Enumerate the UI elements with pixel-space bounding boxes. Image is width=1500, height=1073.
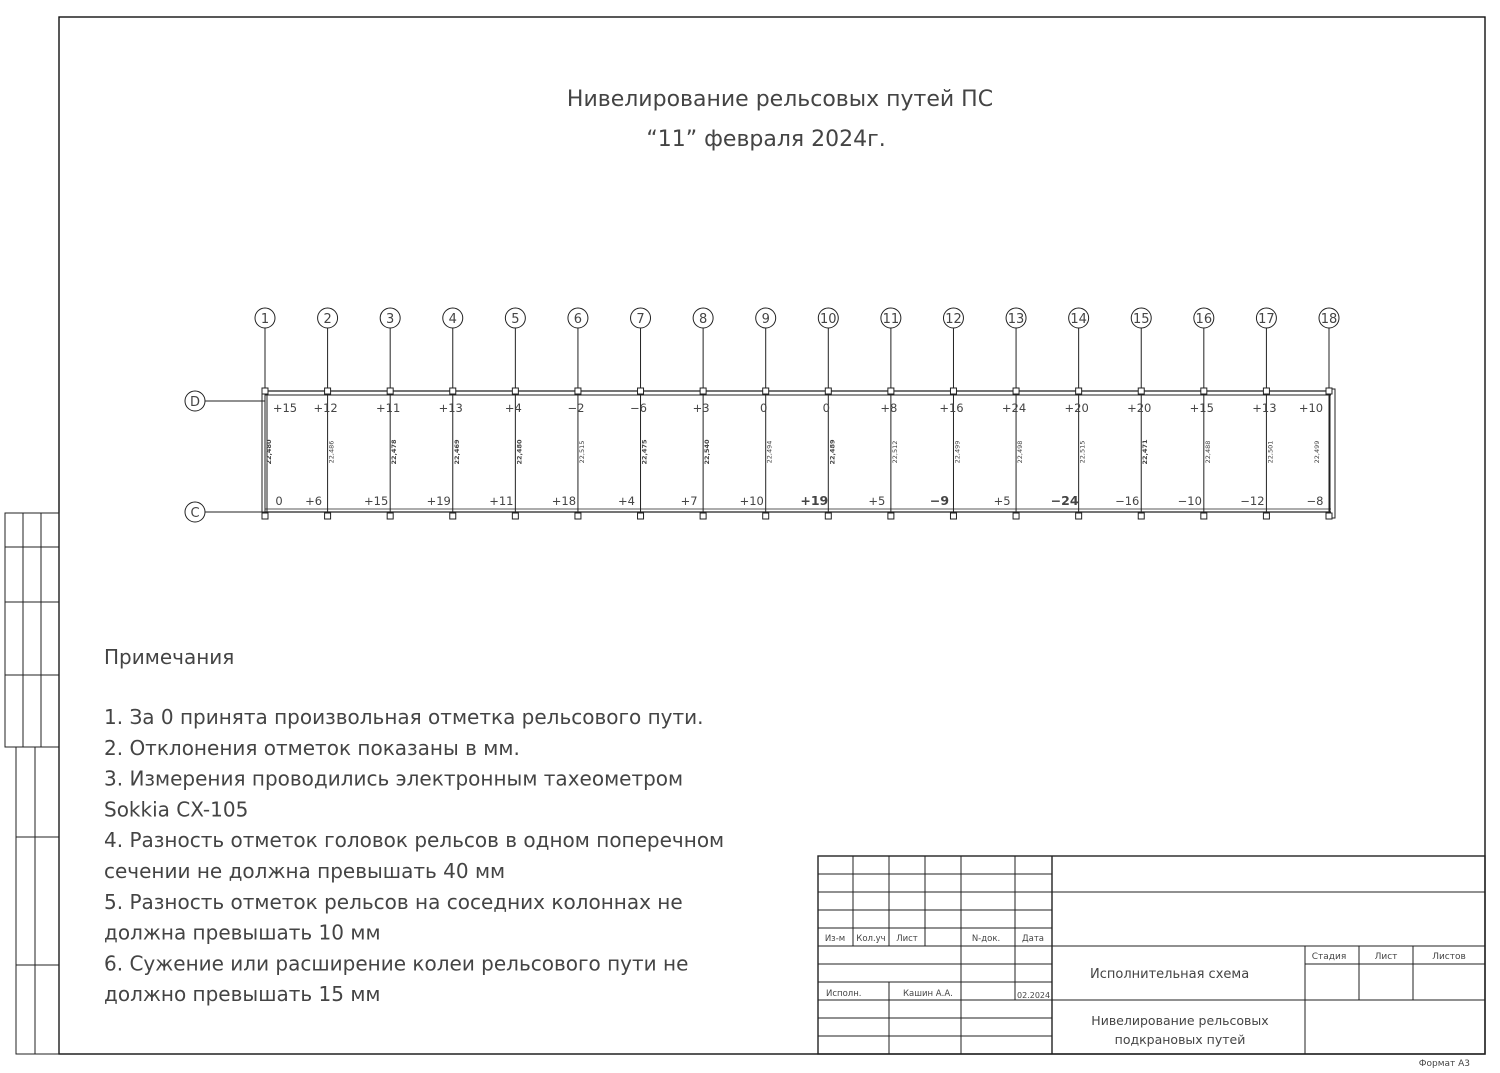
rail-c-deviation: +15 (364, 494, 389, 508)
support-marker-d (262, 388, 268, 394)
gauge-value: 22,515 (577, 440, 586, 464)
support-marker-d (1326, 388, 1332, 394)
support-marker-d (825, 388, 831, 394)
rail-c-deviation: +10 (739, 494, 764, 508)
support-marker-c (325, 513, 331, 519)
rail-c-deviation: +19 (800, 493, 829, 508)
column-axis-label: 9 (761, 312, 770, 327)
gauge-value: 22,486 (327, 440, 336, 464)
note-line: должна превышать 10 мм (104, 920, 381, 945)
support-marker-d (950, 388, 956, 394)
notes-heading: Примечания (104, 645, 235, 669)
column-axis-label: 10 (820, 312, 837, 327)
column-axis-label: 1 (260, 312, 270, 327)
gauge-value: 22,471 (1141, 439, 1150, 465)
rail-c-deviation: −10 (1177, 494, 1202, 508)
rail-c-deviation: −12 (1240, 494, 1265, 508)
gauge-value: 22,512 (890, 440, 899, 464)
column-axis-label: 7 (636, 312, 645, 327)
support-marker-d (450, 388, 456, 394)
rail-c-deviation: +18 (551, 494, 577, 508)
stamp-stadiya: Стадия (1311, 952, 1347, 962)
rail-d-deviation: +13 (438, 401, 463, 415)
stamp-description-1: Нивелирование рельсовых (1091, 1013, 1269, 1028)
rail-d-deviation: +4 (504, 401, 522, 415)
note-line: 4. Разность отметок головок рельсов в одном поперечном (104, 828, 725, 853)
gauge-value: 22,475 (640, 439, 649, 465)
gauge-value: 22,494 (765, 440, 774, 464)
format-label: Формат А3 (1418, 1059, 1470, 1069)
stamp-doc-title: Исполнительная схема (1090, 967, 1250, 982)
note-line: Sokkia CX-105 (104, 797, 249, 822)
column-axis-label: 5 (511, 312, 520, 327)
column-axis-label: 17 (1258, 312, 1275, 327)
gauge-value: 22,478 (390, 439, 399, 465)
column-axis-label: 15 (1132, 312, 1150, 327)
gauge-value: 22,515 (1078, 440, 1087, 464)
note-line: 3. Измерения проводились электронным тахеометром (104, 766, 684, 791)
stamp-ispoln-label: Исполн. (826, 989, 862, 999)
column-axis-label: 3 (386, 312, 395, 327)
stamp-izm: Из-м (824, 934, 846, 944)
rail-d-deviation: 0 (760, 401, 768, 415)
stamp-listov: Листов (1432, 952, 1466, 962)
rail-c-deviation: +5 (868, 494, 886, 508)
support-marker-c (575, 513, 581, 519)
note-line: должно превышать 15 мм (104, 982, 381, 1007)
support-marker-c (825, 513, 831, 519)
gauge-value: 22,499 (1313, 440, 1321, 464)
rail-d-deviation: +20 (1064, 401, 1089, 415)
support-marker-c (1263, 513, 1269, 519)
rail-d-deviation: +12 (313, 401, 338, 415)
gauge-value: 22,540 (703, 439, 712, 465)
rail-c-deviation: −24 (1050, 493, 1079, 508)
support-marker-c (763, 513, 769, 519)
support-marker-c (638, 513, 644, 519)
gauge-value: 22,489 (828, 439, 837, 465)
support-marker-d (325, 388, 331, 394)
support-marker-c (888, 513, 894, 519)
support-marker-d (1076, 388, 1082, 394)
support-marker-d (387, 388, 393, 394)
rail-plan (185, 308, 1339, 522)
rail-d-deviation: +15 (1189, 401, 1214, 415)
support-marker-d (1263, 388, 1269, 394)
stamp-data: Дата (1021, 934, 1045, 944)
column-axis-label: 11 (882, 312, 900, 327)
stamp-ndoc: N-док. (971, 934, 1001, 944)
support-marker-c (262, 513, 268, 519)
support-marker-c (1076, 513, 1082, 519)
gauge-value: 22,488 (1203, 440, 1212, 464)
rail-d-deviation: +24 (1001, 401, 1027, 415)
stamp-kol: Кол.уч (856, 934, 886, 944)
note-line: 6. Сужение или расширение колеи рельсового пути не (104, 951, 689, 976)
support-marker-c (1138, 513, 1144, 519)
rail-c-deviation: +6 (305, 494, 323, 508)
column-axis-label: 18 (1320, 312, 1338, 327)
rail-d-deviation: 0 (822, 401, 830, 415)
support-marker-d (1138, 388, 1144, 394)
support-marker-c (950, 513, 956, 519)
support-marker-c (700, 513, 706, 519)
note-line: сечении не должна превышать 40 мм (104, 859, 506, 883)
rail-d-deviation: +13 (1252, 401, 1277, 415)
rail-d-deviation: +15 (272, 401, 298, 415)
column-axis-label: 16 (1195, 312, 1213, 327)
stamp-list: Лист (1374, 952, 1398, 962)
support-marker-d (888, 388, 894, 394)
stamp-ispoln-name: Кашин А.А. (903, 989, 953, 999)
support-marker-c (450, 513, 456, 519)
stamp-description-2: подкрановых путей (1114, 1032, 1246, 1047)
support-marker-d (700, 388, 706, 394)
rail-d-deviation: +20 (1127, 401, 1152, 415)
note-line: 5. Разность отметок рельсов на соседних колоннах не (104, 889, 683, 914)
rail-d-deviation: −6 (630, 401, 648, 415)
gauge-value: 22,469 (452, 439, 461, 465)
support-marker-d (638, 388, 644, 394)
notes-list (104, 705, 724, 1006)
rail-d-deviation: +8 (880, 401, 898, 415)
rail-c-deviation: +11 (489, 494, 514, 508)
binding-margin (5, 513, 59, 1054)
gauge-value: 22,501 (1266, 440, 1275, 464)
column-axis-label: 14 (1070, 312, 1087, 327)
support-marker-d (1013, 388, 1019, 394)
support-marker-c (1326, 513, 1332, 519)
title-block (818, 856, 1485, 1054)
column-axis-label: 4 (448, 312, 457, 327)
rail-c-deviation: +7 (680, 494, 698, 508)
title-line-2: “11” февраля 2024г. (646, 127, 886, 152)
column-axis-label: 6 (573, 312, 583, 327)
rail-c-deviation: 0 (275, 494, 283, 508)
rail-d-deviation: +10 (1298, 401, 1324, 415)
column-axis-label: 13 (1007, 312, 1025, 327)
column-axis-label: 2 (323, 312, 332, 327)
support-marker-c (512, 513, 518, 519)
end-block-right (1330, 389, 1335, 518)
note-line: 1. За 0 принята произвольная отметка рельсового пути. (104, 705, 704, 729)
stamp-ispoln-date: 02.2024 (1017, 991, 1051, 1000)
support-marker-c (1201, 513, 1207, 519)
rail-c-deviation: −9 (929, 493, 950, 508)
column-axis-label: 8 (698, 312, 708, 327)
rail-c-deviation: −16 (1115, 494, 1140, 508)
support-marker-c (387, 513, 393, 519)
gauge-value: 22,498 (1016, 440, 1025, 464)
stamp-list-col: Лист (896, 934, 918, 944)
support-marker-d (575, 388, 581, 394)
rail-c-deviation: +5 (993, 494, 1011, 508)
support-marker-d (512, 388, 518, 394)
rail-d-deviation: +11 (376, 401, 401, 415)
gauge-value: 22,480 (515, 439, 524, 465)
title-line-1: Нивелирование рельсовых путей ПС (566, 87, 994, 112)
support-marker-d (1201, 388, 1207, 394)
rail-d-deviation: +16 (939, 401, 964, 415)
rail-c-deviation: −8 (1306, 494, 1324, 508)
rail-c-deviation: +4 (618, 494, 636, 508)
row-axis-label-D: D (189, 395, 201, 410)
gauge-value: 22,480 (265, 439, 273, 465)
note-line: 2. Отклонения отметок показаны в мм. (104, 735, 520, 760)
column-axis-label: 12 (945, 312, 962, 327)
rail-d-deviation: −2 (567, 401, 585, 415)
support-marker-d (763, 388, 769, 394)
rail-c-deviation: +19 (426, 494, 451, 508)
row-axis-label-C: C (190, 506, 200, 521)
support-marker-c (1013, 513, 1019, 519)
gauge-value: 22,499 (953, 440, 962, 464)
rail-d-deviation: +3 (692, 401, 710, 415)
